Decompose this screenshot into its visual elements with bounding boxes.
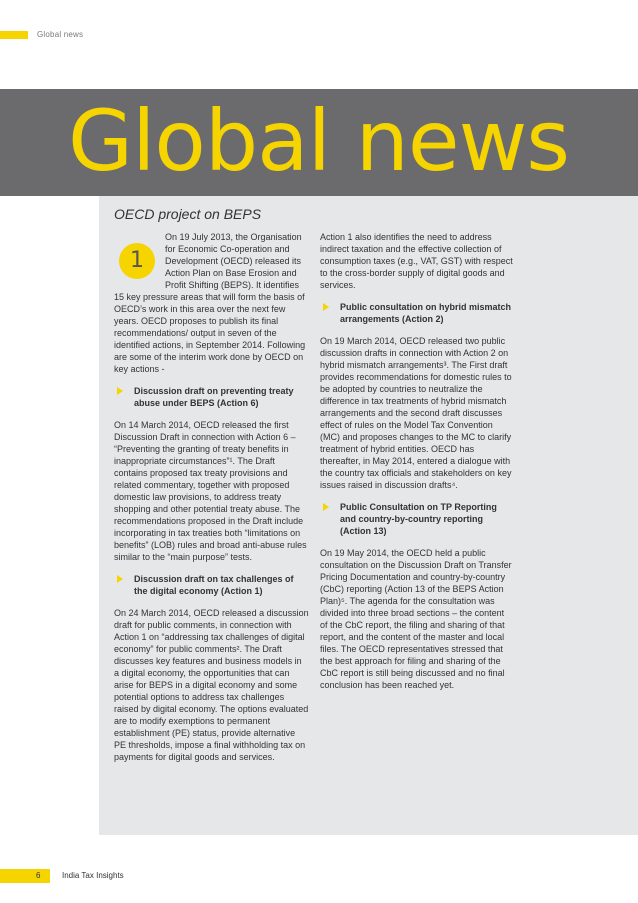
bullet-triangle-icon	[323, 503, 329, 511]
header-accent-bar	[0, 31, 28, 39]
footer-accent-bar	[0, 869, 50, 883]
subheading-digital-economy: Discussion draft on tax challenges of the digital economy (Action 1)	[114, 573, 309, 597]
paragraph-hybrid-mismatch: On 19 March 2014, OECD released two public discussion drafts in connection with Action 2 on hybrid mismatch arrangements³. The First draft provides recommendations for domestic rules to be adopted by countries to neutralize the difference in tax treatments of hybrid mismatch arrangements and the second draft discusses effect of rules on the Model Tax Convention (MC) and proposes changes to the MC to clarify treatment of hybrid entities. OECD has thereafter, in May 2014, entered a dialogue with the country tax officials and stakeholders on key issues raised in discussion drafts⁴.	[320, 336, 512, 490]
article-title: OECD project on BEPS	[114, 206, 262, 222]
article-column-left	[114, 231, 309, 773]
intro-rest: that will form the basis of OECD’s work in this area over the next few years. OECD proposes to publish its final recommendations/ output in seven of the identified actions, in September 2014. Following are some of the interim work done by OECD on key actions -	[114, 292, 306, 374]
page-number: 6	[36, 871, 41, 880]
subheading-hybrid-mismatch: Public consultation on hybrid mismatch arrangements (Action 2)	[320, 301, 514, 325]
paragraph-indirect-taxation: Action 1 also identifies the need to address indirect taxation and the effective collection of consumption taxes (e.g., VAT, GST) with respect to the cross-border supply of digital goods and services.	[320, 232, 513, 290]
action-number-badge: 1	[119, 243, 155, 279]
bullet-triangle-icon	[117, 387, 123, 395]
intro-lead: On 19 July 2013, the Organisation for Economic Co-operation and Development (OECD) released its Action Plan on Base Erosion and Profit Shifting (BEPS). It identifies 15 key pressure areas	[114, 232, 302, 302]
article-column-right	[320, 231, 514, 701]
paragraph-digital-economy: On 24 March 2014, OECD released a discussion draft for public comments, in connection with Action 1 on “addressing tax challenges of digital economy” for public comments². The Draft discusses key features and business models in a digital economy, the opportunities that can arise for BEPS in a digital economy and some potential options to address tax challenges raised by digital economy. The options evaluated are to modify exemptions to permanent establishment (PE) status, provide alternative PE thresholds, impose a final withholding tax on payments for digital goods and services.	[114, 608, 309, 762]
paragraph-treaty-abuse: On 14 March 2014, OECD released the first Discussion Draft in connection with Action 6 – “Preventing the granting of treaty benefits in inappropriate circumstances”¹. The Draft contains proposed tax treaty provisions and related commentary, together with proposed domestic law provisions, to address treaty shopping and other potential treaty abuse. The recommendations proposed in the Draft include incorporating in tax treaties both “limitations on benefits” (LOB) rules and broad anti-abuse rules similar to the “main purpose” tests.	[114, 420, 307, 562]
publication-name: India Tax Insights	[62, 871, 124, 880]
paragraph-tp-reporting: On 19 May 2014, the OECD held a public consultation on the Discussion Draft on Transfer Pricing Documentation and country-by-country (CbC) reporting (Action 13 of the BEPS Action Plan)⁵. The agenda for the consultation was divided into three broad sections – the content of the CbC report, the filing and sharing of that report, and the content of the master and local files. The OECD representatives stressed that the best approach for filing and sharing of the CbC report is still being discussed and no final conclusion has been reached yet.	[320, 548, 512, 690]
page-title: Global news	[68, 92, 570, 190]
bullet-triangle-icon	[323, 303, 329, 311]
subheading-tp-reporting: Public Consultation on TP Reporting and country-by-country reporting (Action 13)	[320, 501, 514, 537]
bullet-triangle-icon	[117, 575, 123, 583]
header-section-label: Global news	[37, 30, 84, 39]
subheading-treaty-abuse: Discussion draft on preventing treaty abuse under BEPS (Action 6)	[114, 385, 309, 409]
